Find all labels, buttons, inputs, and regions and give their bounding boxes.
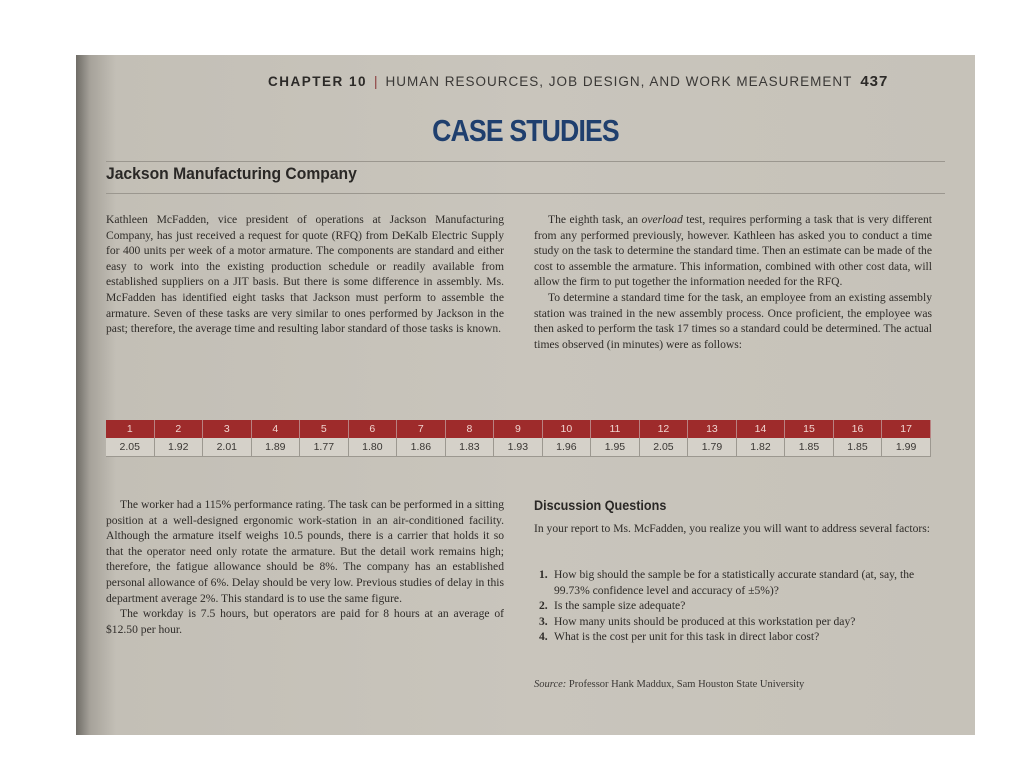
table-header-row xyxy=(106,420,931,438)
observation-number: 1 xyxy=(106,420,154,438)
question-number: 2. xyxy=(539,599,548,613)
question-number: 3. xyxy=(539,614,548,628)
discussion-intro: In your report to Ms. McFadden, you realize you will want to address several factors: xyxy=(534,522,931,535)
observation-number: 3 xyxy=(203,420,252,438)
case-title: Jackson Manufacturing Company xyxy=(106,165,357,183)
observed-time: 1.96 xyxy=(542,438,591,457)
observation-number: 4 xyxy=(251,420,300,438)
observation-number: 16 xyxy=(833,420,882,438)
observed-time: 1.85 xyxy=(833,438,882,457)
observed-time: 1.79 xyxy=(688,438,737,457)
question-text: Is the sample size adequate? xyxy=(554,599,686,613)
discussion-title: Discussion Questions xyxy=(534,497,667,513)
textbook-page xyxy=(76,55,975,735)
list-item xyxy=(534,614,932,630)
observed-times-table xyxy=(106,420,931,457)
observed-time: 1.93 xyxy=(494,438,543,457)
chapter-label: CHAPTER 10 xyxy=(268,74,368,89)
observed-time: 1.89 xyxy=(251,438,300,457)
observed-time: 2.05 xyxy=(106,438,154,457)
question-text: How big should the sample be for a statistically accurate standard (at, say, the 99.73% confidence level and accuracy of ±5%)? xyxy=(554,568,915,597)
page-number: 437 xyxy=(860,73,889,90)
paragraph-overload: The eighth task, an overload test, requires performing a task that is very different from any performed previously, however. Kathleen has asked you to conduct a time study on the task to determine the standard time. Then an estimate can be made of the cost to assemble the armature. This information, combined with other cost data, will allow the firm to put together the information needed for the RFQ. xyxy=(534,213,932,289)
running-head-separator: | xyxy=(374,74,379,89)
observed-time: 1.83 xyxy=(445,438,494,457)
observation-number: 12 xyxy=(639,420,688,438)
overload-term: overload xyxy=(641,213,683,226)
source-label: Source: xyxy=(534,679,567,690)
observation-number: 6 xyxy=(348,420,397,438)
observed-time: 2.01 xyxy=(203,438,252,457)
observed-time: 1.77 xyxy=(300,438,349,457)
section-title: CASE STUDIES xyxy=(432,113,619,148)
source-text: Professor Hank Maddux, Sam Houston State University xyxy=(566,679,805,690)
observed-time: 1.95 xyxy=(591,438,640,457)
observation-number: 13 xyxy=(688,420,737,438)
lower-left-column xyxy=(106,497,504,637)
observation-number: 7 xyxy=(397,420,446,438)
observation-number: 17 xyxy=(882,420,931,438)
list-item xyxy=(534,598,932,614)
list-item xyxy=(534,629,932,645)
question-text: What is the cost per unit for this task in direct labor cost? xyxy=(554,630,820,644)
observation-number: 15 xyxy=(785,420,834,438)
question-number: 1. xyxy=(539,568,548,581)
paragraph-time-study: To determine a standard time for the task, an employee from an existing assembly station was trained in the new assembly process. Once proficient, the employee was then asked to perform the task 17 times so a standard could be determined. The actual times observed (in minutes) were as follows: xyxy=(534,290,932,351)
observed-time: 1.86 xyxy=(397,438,446,457)
observed-time: 2.05 xyxy=(639,438,688,457)
observation-number: 5 xyxy=(300,420,349,438)
question-text: How many units should be produced at this workstation per day? xyxy=(554,614,856,628)
observation-number: 14 xyxy=(736,420,785,438)
observed-time: 1.92 xyxy=(154,438,203,457)
question-number: 4. xyxy=(539,630,548,644)
observed-time: 1.82 xyxy=(736,438,785,457)
discussion-questions xyxy=(534,567,932,645)
observed-time: 1.85 xyxy=(785,438,834,457)
observation-number: 10 xyxy=(542,420,591,438)
divider-top xyxy=(106,161,945,162)
observation-number: 2 xyxy=(154,420,203,438)
observation-number: 8 xyxy=(445,420,494,438)
divider-bottom xyxy=(106,193,945,194)
left-column xyxy=(106,212,504,337)
right-column xyxy=(534,212,932,352)
source-credit xyxy=(534,679,804,690)
paragraph-performance: The worker had a 115% performance rating. The task can be performed in a sitting position at a well-designed ergonomic work-station in an air-conditioned facility. Although the armature itself weighs 10.5 pounds, there is a carrier that holds it so that the operator need only rotate the armature. But the detail work remains high; therefore, the fatigue allowance should be 8%. The company has an established personal allowance of 6%. Delay should be very low. Previous studies of delay in this department average 2%. This standard is to use the same figure. xyxy=(106,498,504,605)
paragraph-intro: Kathleen McFadden, vice president of operations at Jackson Manufacturing Company, has just received a request for quote (RFQ) from DeKalb Electric Supply for 400 units per week of a motor armature. The components are standard and either easy to work into the existing production schedule or readily available from established suppliers on a JIT basis. But there is some difference in assembly. Ms. McFadden has identified eight tasks that Jackson must perform to assemble the armature. Seven of these tasks are very similar to ones performed by Jackson in the past; therefore, the average time and resulting labor standard of those tasks is known. xyxy=(106,213,504,336)
observation-number: 9 xyxy=(494,420,543,438)
table-values-row xyxy=(106,438,931,457)
observed-time: 1.99 xyxy=(882,438,931,457)
observation-number: 11 xyxy=(591,420,640,438)
list-item xyxy=(534,567,932,598)
running-head xyxy=(268,73,933,95)
paragraph-workday: The workday is 7.5 hours, but operators are paid for 8 hours at an average of $12.50 per hour. xyxy=(106,607,504,636)
chapter-title: HUMAN RESOURCES, JOB DESIGN, AND WORK MEASUREMENT xyxy=(385,74,853,89)
observed-time: 1.80 xyxy=(348,438,397,457)
